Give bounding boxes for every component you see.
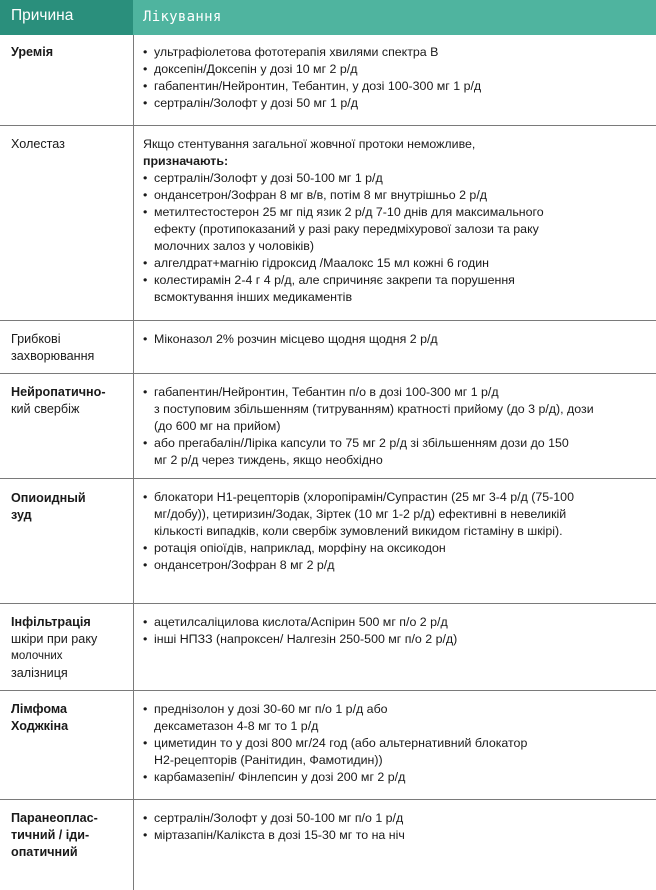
intro-bold-text: призначають: bbox=[143, 154, 229, 168]
cause-opioid bbox=[11, 490, 129, 524]
cause-hodgkin bbox=[11, 701, 129, 735]
cause-line: Інфільтрація bbox=[11, 615, 91, 629]
cause-line: молочних bbox=[11, 650, 63, 662]
treatment-neuropathic bbox=[143, 384, 643, 469]
list-item: • Міконазол 2% розчин місцево щодня щодня 2 р/д bbox=[143, 331, 643, 348]
cause-line: Лімфома bbox=[11, 702, 68, 716]
cause-line: Ходжкіна bbox=[11, 719, 69, 733]
cause-line: захворювання bbox=[11, 349, 95, 363]
list-item: • інші НПЗЗ (напроксен/ Налгезін 250-500 мг п/о 2 р/д) bbox=[143, 631, 643, 648]
cause-line: зуд bbox=[11, 508, 32, 522]
list-item: • міртазапін/Калікста в дозі 15-30 мг то на ніч bbox=[143, 827, 643, 844]
cause-line: Нейропатично- bbox=[11, 385, 106, 399]
list-item: • ондансетрон/Зофран 8 мг в/в, потім 8 мг внутрішньо 2 р/д bbox=[143, 187, 643, 204]
cause-neuropathic bbox=[11, 384, 129, 418]
list-item: • ондансетрон/Зофран 8 мг 2 р/д bbox=[143, 557, 643, 574]
list-item: • метилтестостерон 25 мг під язик 2 р/д 7-10 днів для максимального ефекту (протипоказаний у разі раку передміхурової залози та раку молочних залоз у чоловіків) bbox=[143, 204, 643, 255]
cause-uremia: Уремія bbox=[11, 45, 54, 59]
cause-line: Грибкові bbox=[11, 332, 61, 346]
header-cause: Причина bbox=[0, 0, 133, 35]
treatment-infiltration bbox=[143, 614, 643, 648]
row-divider bbox=[0, 320, 656, 321]
row-divider bbox=[0, 478, 656, 479]
cause-line: опатичний bbox=[11, 845, 78, 859]
list-item: • преднізолон у дозі 30-60 мг п/о 1 р/д або дексаметазон 4-8 мг то 1 р/д bbox=[143, 701, 643, 735]
treatment-fungal bbox=[143, 331, 643, 348]
list-item: • доксепін/Доксепін у дозі 10 мг 2 р/д bbox=[143, 61, 643, 78]
row-divider bbox=[0, 690, 656, 691]
list-item: • сертралін/Золофт у дозі 50-100 мг п/о 1 р/д bbox=[143, 810, 643, 827]
list-item: • циметидин то у дозі 800 мг/24 год (або альтернативний блокатор Н2-рецепторів (Ранітидин, Фамотидин)) bbox=[143, 735, 643, 769]
list-item: • колестирамін 2-4 г 4 р/д, але спричиняє закрепи та порушення всмоктування інших медикаментів bbox=[143, 272, 643, 306]
cause-paraneoplastic bbox=[11, 810, 129, 861]
list-item: • сертралін/Золофт у дозі 50-100 мг 1 р/д bbox=[143, 170, 643, 187]
list-item: • ацетилсаліцилова кислота/Аспірин 500 мг п/о 2 р/д bbox=[143, 614, 643, 631]
row-divider bbox=[0, 125, 656, 126]
table-header bbox=[0, 0, 656, 35]
row-divider bbox=[0, 373, 656, 374]
treatment-cholestasis bbox=[143, 136, 643, 306]
list-item: • або прегабалін/Ліріка капсули то 75 мг 2 р/д зі збільшенням дози до 150 мг 2 р/д через тиждень, якщо необхідно bbox=[143, 435, 643, 469]
list-item: • ротація опіоїдів, наприклад, морфіну на оксикодон bbox=[143, 540, 643, 557]
treatment-opioid bbox=[143, 489, 643, 574]
treatment-uremia bbox=[143, 44, 643, 112]
cause-line: залізниця bbox=[11, 666, 68, 680]
cause-line: шкіри при раку bbox=[11, 632, 98, 646]
list-item: • габапентин/Нейронтин, Тебантин п/о в дозі 100-300 мг 1 р/д з поступовим збільшенням (титруванням) кратності прийому (до 3 р/д), дози (до 600 мг на прийом) bbox=[143, 384, 643, 435]
list-item: • ультрафіолетова фототерапія хвилями спектра В bbox=[143, 44, 643, 61]
treatment-hodgkin bbox=[143, 701, 643, 786]
list-item: • габапентин/Нейронтин, Тебантин, у дозі 100-300 мг 1 р/д bbox=[143, 78, 643, 95]
cause-line: кий свербіж bbox=[11, 402, 80, 416]
list-item: • алгелдрат+магнію гідроксид /Маалокс 15 мл кожні 6 годин bbox=[143, 255, 643, 272]
row-divider bbox=[0, 799, 656, 800]
cause-infiltration bbox=[11, 614, 129, 682]
list-item: • карбамазепін/ Фінлепсин у дозі 200 мг 2 р/д bbox=[143, 769, 643, 786]
cause-line: тичний / іди- bbox=[11, 828, 90, 842]
column-divider bbox=[133, 35, 134, 890]
cause-cholestasis: Холестаз bbox=[11, 137, 65, 151]
intro-text: Якщо стентування загальної жовчної протоки неможливе, bbox=[143, 137, 476, 151]
header-treatment: Лікування bbox=[133, 0, 656, 35]
cause-fungal bbox=[11, 331, 129, 365]
list-item: • блокатори Н1-рецепторів (хлоропірамін/Супрастин (25 мг 3-4 р/д (75-100 мг/добу)), цетиризин/Зодак, Зіртек (10 мг 1-2 р/д) ефективні в невеликій кількості випадків, коли свербіж зумовлений викидом гістаміну в шкірі). bbox=[143, 489, 643, 540]
cause-line: Опиоидный bbox=[11, 491, 86, 505]
cause-line: Паранеоплас- bbox=[11, 811, 98, 825]
list-item: • сертралін/Золофт у дозі 50 мг 1 р/д bbox=[143, 95, 643, 112]
row-divider bbox=[0, 603, 656, 604]
treatment-paraneoplastic bbox=[143, 810, 643, 844]
